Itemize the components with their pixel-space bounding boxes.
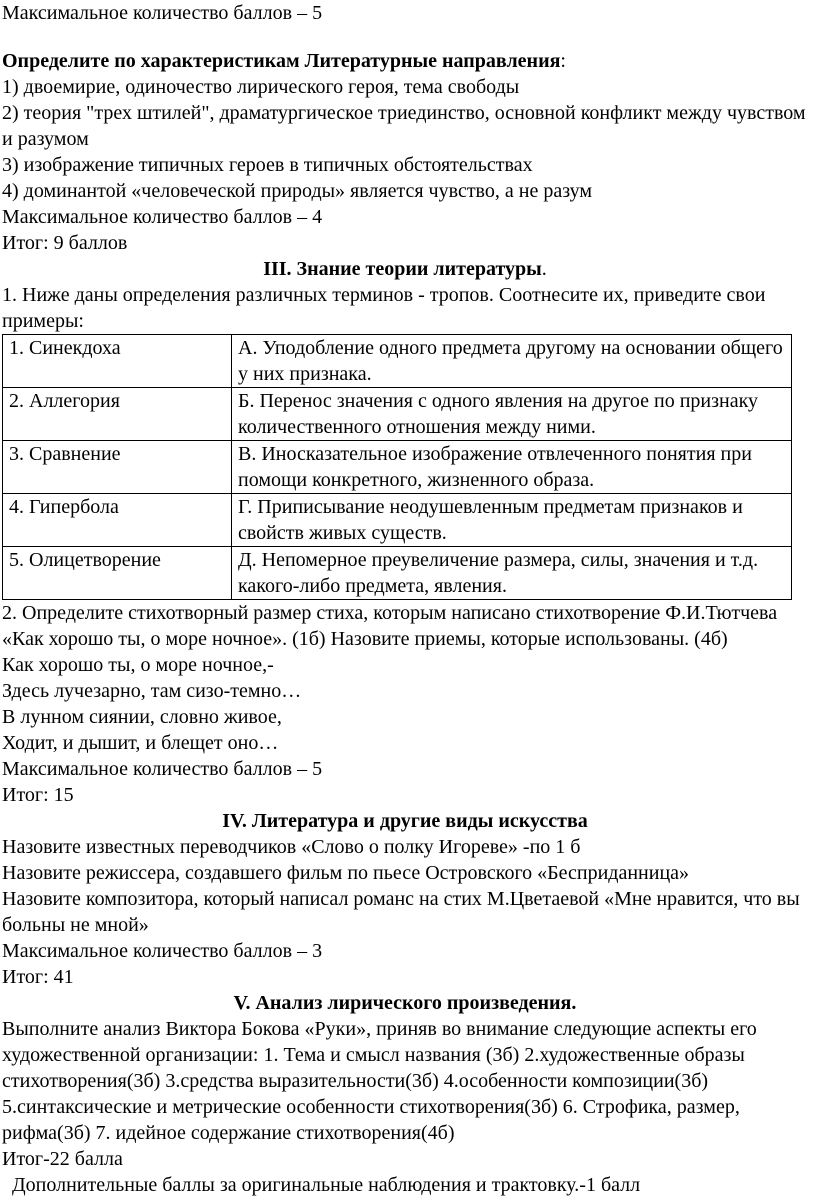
section4-item-2: Назовите режиссера, создавшего фильм по пьесе Островского «Бесприданница» (2, 862, 690, 884)
poem-line-2: Здесь лучезарно, там сизо-темно… (2, 680, 302, 702)
direction-item-3: 3) изображение типичных героев в типичных обстоятельствах (2, 154, 533, 176)
poem-line-3: В лунном сиянии, словно живое, (2, 706, 282, 728)
direction-item-1: 1) двоемирие, одиночество лирического героя, тема свободы (2, 76, 520, 98)
table-row (3, 441, 792, 494)
section4-heading: IV. Литература и другие виды искусства (222, 810, 588, 832)
poem-line-1: Как хорошо ты, о море ночное,- (2, 654, 274, 676)
direction-item-2: 2) теория "трех штилей", драматургическое триединство, основной конфликт между чувством и разумом (2, 102, 806, 150)
definition-cell: Д. Непомерное преувеличение размера, силы, значения и т.д. какого-либо предмета, явления. (232, 547, 792, 600)
definition-cell: Б. Перенос значения с одного явления на другое по признаку количественного отношения между ними. (232, 388, 792, 441)
table-row (3, 388, 792, 441)
definition-cell: В. Иносказательное изображение отвлеченного понятия при помощи конкретного, жизненного образа. (232, 441, 792, 494)
table-row (3, 335, 792, 388)
definition-cell: А. Уподобление одного предмета другому на основании общего у них признака. (232, 335, 792, 388)
directions-heading-colon: : (560, 50, 566, 72)
section4-score: Максимальное количество баллов – 3 (2, 940, 323, 962)
section5-total: Итог-22 балла (2, 1148, 123, 1170)
term-cell: 4. Гипербола (3, 494, 232, 547)
directions-total: Итог: 9 баллов (2, 232, 128, 254)
directions-heading-line (2, 48, 808, 74)
section5-bonus: Дополнительные баллы за оригинальные наблюдения и трактовку.-1 балл (2, 1174, 641, 1196)
table-row (3, 494, 792, 547)
section4-item-1: Назовите известных переводчиков «Слово о полку Игореве» -по 1 б (2, 836, 581, 858)
directions-heading: Определите по характеристикам Литературные направления (2, 50, 561, 72)
section5-text: Выполните анализ Виктора Бокова «Руки», приняв во внимание следующие аспекты его художественной организации: 1. Тема и смысл названия (3б) 2.художественные образы стихотворения(3б) 3.средства выразительности(3б) 4.особенности композиции(3б) 5.синтаксические и метрические особенности стихотворения(3б) 6. Строфика, размер, рифма(3б) 7. идейное содержание стихотворения(4б) (2, 1018, 757, 1144)
definition-cell: Г. Приписывание неодушевленным предметам признаков и свойств живых существ. (232, 494, 792, 547)
term-cell: 5. Олицетворение (3, 547, 232, 600)
table-row (3, 547, 792, 600)
directions-score: Максимальное количество баллов – 4 (2, 206, 323, 228)
term-cell: 2. Аллегория (3, 388, 232, 441)
section5-heading: V. Анализ лирического произведения. (233, 992, 577, 1014)
direction-item-4: 4) доминантой «человеческой природы» является чувство, а не разум (2, 180, 593, 202)
section3-task2: 2. Определите стихотворный размер стиха, которым написано стихотворение Ф.И.Тютчева «Как хорошо ты, о море ночное». (1б) Назовите приемы, которые использованы. (4б) (2, 602, 778, 650)
term-cell: 1. Синекдоха (3, 335, 232, 388)
section3-score: Максимальное количество баллов – 5 (2, 758, 323, 780)
spacer (2, 26, 808, 48)
top-score: Максимальное количество баллов – 5 (2, 2, 323, 24)
section3-heading-line (2, 256, 808, 282)
poem-line-4: Ходит, и дышит, и блещет оно… (2, 732, 279, 754)
tropes-table (2, 334, 792, 600)
section3-total: Итог: 15 (2, 784, 74, 806)
section4-item-3: Назовите композитора, который написал романс на стих М.Цветаевой «Мне нравится, что вы больны не мной» (2, 888, 800, 936)
section3-heading-period: . (541, 258, 547, 280)
section4-total: Итог: 41 (2, 966, 74, 988)
section3-task1: 1. Ниже даны определения различных терминов - тропов. Соотнесите их, приведите свои примеры: (2, 284, 766, 332)
section3-heading: III. Знание теории литературы (263, 258, 542, 280)
term-cell: 3. Сравнение (3, 441, 232, 494)
